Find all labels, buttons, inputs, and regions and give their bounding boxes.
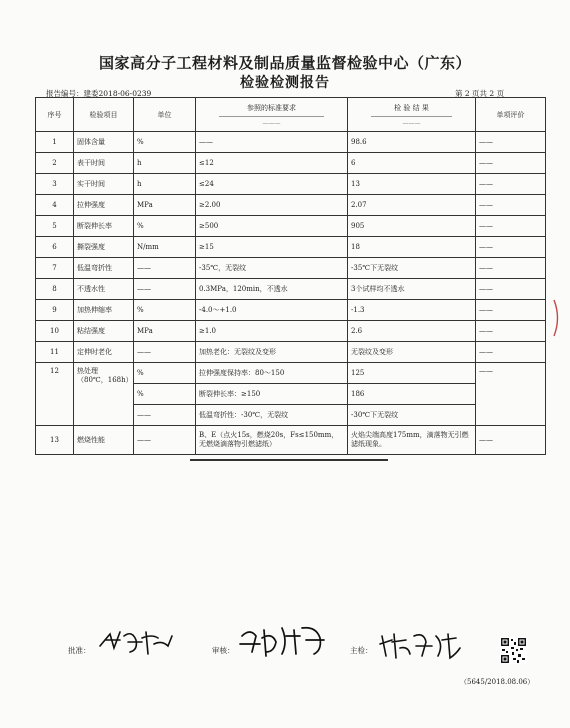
cell-result: 2.07 — [348, 195, 476, 216]
cell-item: 表干时间 — [74, 153, 134, 174]
header-standard-label: 参照的标准要求 — [219, 103, 324, 117]
cell-item: 定伸时老化 — [74, 342, 134, 363]
cell-no: 7 — [36, 258, 74, 279]
cell-evaluation: —— — [476, 321, 546, 342]
table-row — [36, 153, 546, 174]
cell-no: 2 — [36, 153, 74, 174]
header-standard — [196, 98, 348, 132]
cell-requirement: ≤24 — [196, 174, 348, 195]
approver-signature — [96, 626, 176, 660]
cell-unit: —— — [134, 258, 196, 279]
cell-unit: h — [134, 153, 196, 174]
cell-result: -30℃下无裂纹 — [348, 405, 476, 426]
cell-result: 186 — [348, 384, 476, 405]
cell-no: 4 — [36, 195, 74, 216]
cell-unit: —— — [134, 279, 196, 300]
check-label: 主检： — [350, 646, 373, 655]
end-of-table-line — [190, 459, 388, 461]
cell-result: 无裂纹及变形 — [348, 342, 476, 363]
cell-item — [74, 363, 134, 426]
table-row — [36, 300, 546, 321]
cell-no: 5 — [36, 216, 74, 237]
cell-evaluation: —— — [476, 342, 546, 363]
cell-item: 不透水性 — [74, 279, 134, 300]
page-info: 第 2 页共 2 页 — [455, 89, 505, 98]
cell-evaluation: —— — [476, 195, 546, 216]
heat-treatment-condition: （80℃，168h） — [77, 375, 133, 384]
cell-result: 6 — [348, 153, 476, 174]
header-seq: 序号 — [36, 98, 74, 132]
header-item: 检验项目 — [74, 98, 134, 132]
qr-code-icon — [500, 637, 527, 664]
cell-result: 2.6 — [348, 321, 476, 342]
table-header-row — [36, 98, 546, 132]
report-title: 国家高分子工程材料及制品质量监督检验中心（广东） — [98, 54, 471, 72]
cell-item: 固体含量 — [74, 132, 134, 153]
cell-unit: h — [134, 174, 196, 195]
cell-evaluation: —— — [476, 279, 546, 300]
cell-result: 18 — [348, 237, 476, 258]
cell-requirement: ≥2.00 — [196, 195, 348, 216]
table-row-combustion — [36, 426, 546, 455]
footer-code: （5645/2018.08.06） — [460, 678, 535, 686]
cell-result: 火焰尖端高度175mm，滴落物无引燃滤纸现象。 — [348, 426, 476, 455]
cell-result: 905 — [348, 216, 476, 237]
cell-unit: % — [134, 363, 196, 384]
cell-no: 6 — [36, 237, 74, 258]
cell-evaluation: —— — [476, 174, 546, 195]
cell-no: 1 — [36, 132, 74, 153]
table-row — [36, 174, 546, 195]
cell-evaluation: —— — [476, 300, 546, 321]
table-row — [36, 132, 546, 153]
header-result-sub: ——— — [402, 119, 421, 127]
cell-unit: % — [134, 300, 196, 321]
cell-unit: MPa — [134, 195, 196, 216]
cell-requirement: 加热老化：无裂纹及变形 — [196, 342, 348, 363]
table-row — [36, 195, 546, 216]
cell-item: 拉伸强度 — [74, 195, 134, 216]
cell-no: 10 — [36, 321, 74, 342]
cell-item: 粘结强度 — [74, 321, 134, 342]
table-row — [36, 258, 546, 279]
report-subtitle: 检验检测报告 — [240, 75, 330, 91]
cell-unit: % — [134, 384, 196, 405]
review-label: 审核： — [212, 646, 235, 655]
cell-no: 11 — [36, 342, 74, 363]
approve-label: 批准： — [68, 646, 91, 655]
cell-evaluation: —— — [476, 426, 546, 455]
cell-requirement: ≥500 — [196, 216, 348, 237]
cell-no: 13 — [36, 426, 74, 455]
cell-requirement: —— — [196, 132, 348, 153]
cell-item: 燃烧性能 — [74, 426, 134, 455]
table-row — [36, 237, 546, 258]
heat-treatment-label: 热处理 — [77, 367, 98, 375]
cell-item: 实干时间 — [74, 174, 134, 195]
cell-unit: % — [134, 216, 196, 237]
header-evaluation: 单项评价 — [476, 98, 546, 132]
cell-item: 断裂伸长率 — [74, 216, 134, 237]
cell-result: -1.3 — [348, 300, 476, 321]
cell-requirement: ≥1.0 — [196, 321, 348, 342]
header-result-label: 检 验 结 果 — [371, 103, 452, 117]
cell-unit: % — [134, 132, 196, 153]
cell-no: 9 — [36, 300, 74, 321]
binding-mark-icon — [552, 298, 562, 338]
cell-result: 3个试样均不透水 — [348, 279, 476, 300]
header-result — [348, 98, 476, 132]
cell-evaluation: —— — [476, 258, 546, 279]
cell-requirement: 拉伸强度保持率：80～150 — [196, 363, 348, 384]
cell-item: 加热伸缩率 — [74, 300, 134, 321]
cell-requirement: ≤12 — [196, 153, 348, 174]
cell-unit: —— — [134, 426, 196, 455]
table-row-heat-treatment — [36, 363, 546, 384]
cell-no: 8 — [36, 279, 74, 300]
cell-requirement: 断裂伸长率：≥150 — [196, 384, 348, 405]
cell-result: -35℃下无裂纹 — [348, 258, 476, 279]
cell-requirement: 0.3MPa，120min，不透水 — [196, 279, 348, 300]
cell-requirement: 低温弯折性：-30℃，无裂纹 — [196, 405, 348, 426]
cell-evaluation: —— — [476, 132, 546, 153]
cell-result: 98.6 — [348, 132, 476, 153]
cell-no: 12 — [36, 363, 74, 426]
table-row — [36, 279, 546, 300]
cell-unit: N/mm — [134, 237, 196, 258]
cell-requirement: -4.0～+1.0 — [196, 300, 348, 321]
cell-item: 撕裂强度 — [74, 237, 134, 258]
cell-requirement: -35℃，无裂纹 — [196, 258, 348, 279]
table-row — [36, 216, 546, 237]
table-row — [36, 342, 546, 363]
cell-evaluation: —— — [476, 363, 546, 426]
table-row — [36, 321, 546, 342]
cell-unit: —— — [134, 342, 196, 363]
cell-unit: MPa — [134, 321, 196, 342]
inspector-signature — [378, 628, 463, 662]
test-results-table — [35, 97, 546, 455]
cell-no: 3 — [36, 174, 74, 195]
cell-evaluation: —— — [476, 216, 546, 237]
cell-evaluation: —— — [476, 237, 546, 258]
cell-evaluation: —— — [476, 153, 546, 174]
header-unit: 单位 — [134, 98, 196, 132]
cell-requirement: B、E（点火15s，燃烧20s，Fs≤150mm，无燃烧滴落物引燃滤纸） — [196, 426, 348, 455]
cell-result: 125 — [348, 363, 476, 384]
cell-result: 13 — [348, 174, 476, 195]
cell-unit: —— — [134, 405, 196, 426]
report-number: 报告编号：建委2018-06-0239 — [46, 89, 152, 98]
cell-item: 低温弯折性 — [74, 258, 134, 279]
reviewer-signature — [236, 622, 331, 660]
header-standard-sub: ——— — [262, 119, 281, 127]
cell-requirement: ≥15 — [196, 237, 348, 258]
